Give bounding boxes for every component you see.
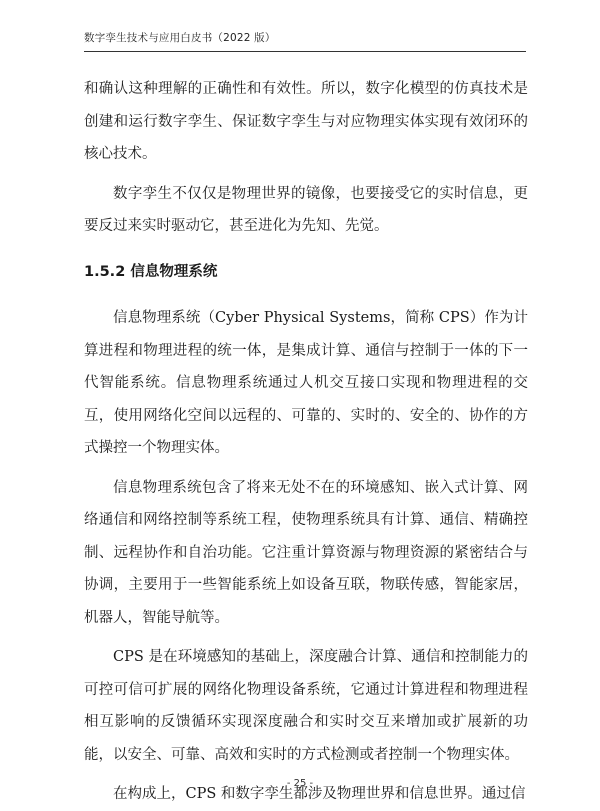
page-number: - 25 - (286, 778, 314, 789)
running-header: 数字孪生技术与应用白皮书（2022 版） (84, 32, 276, 44)
section-heading: 1.5.2 信息物理系统 (84, 263, 218, 280)
paragraph-cps-foundation: CPS 是在环境感知的基础上，深度融合计算、通信和控制能力的可控可信可扩展的网络化物理设备系统，它通过计算进程和物理进程相互影响的反馈循环实现深度融合和实时交互来增加或扩展新的功能，以安全、可靠、高效和实时的方式检测或者控制一个物理实体。 (84, 649, 528, 763)
paragraph-gap (84, 171, 528, 178)
paragraph-gap (84, 634, 528, 641)
paragraph-gap (84, 243, 528, 250)
paragraph-cps-components: 信息物理系统包含了将来无处不在的环境感知、嵌入式计算、网络通信和网络控制等系统工程，使物理系统具有计算、通信、精确控制、远程协作和自治功能。它注重计算资源与物理资源的紧密结合与协调，主要用于一些智能系统上如设备互联，物联传感，智能家居，机器人，智能导航等。 (84, 479, 528, 626)
page-body (84, 73, 528, 811)
paragraph-gap (84, 465, 528, 472)
paragraph-gap (84, 771, 528, 778)
header-divider (84, 51, 526, 52)
paragraph-cps-definition: 信息物理系统（Cyber Physical Systems，简称 CPS）作为计算进程和物理进程的统一体，是集成计算、通信与控制于一体的下一代智能系统。信息物理系统通过人机交互接口实现和物理进程的交互，使用网络化空间以远程的、可靠的、实时的、安全的、协作的方式操控一个物理实体。 (84, 310, 528, 456)
paragraph-cps-structure: 在构成上，CPS 和数字孪生都涉及物理世界和信息世界。通过信 (113, 786, 526, 802)
paragraph-digital-twin: 数字孪生不仅仅是物理世界的镜像，也要接受它的实时信息，更要反过来实时驱动它，甚至进化为先知、先觉。 (84, 185, 528, 234)
paragraph-continuation: 和确认这种理解的正确性和有效性。所以，数字化模型的仿真技术是创建和运行数字孪生、保证数字孪生与对应物理实体实现有效闭环的核心技术。 (84, 81, 528, 162)
